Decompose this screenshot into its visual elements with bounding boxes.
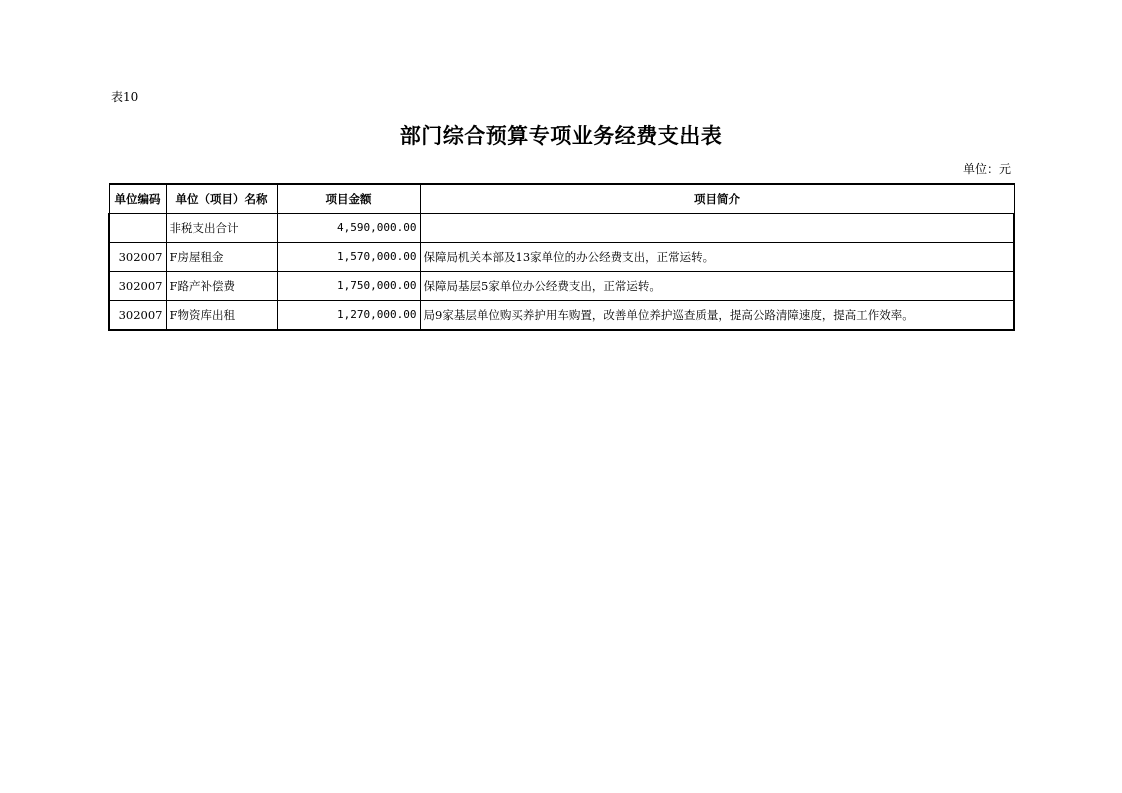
sheet-number-label: 表10 [111, 90, 139, 104]
unit-code-cell: 302007 [109, 301, 166, 331]
budget-table [108, 183, 1015, 331]
unit-code-cell [109, 214, 166, 243]
table-row [109, 214, 1014, 243]
header-project-amount: 项目金额 [277, 184, 420, 214]
header-unit-code: 单位编码 [109, 184, 166, 214]
unit-name-cell: 非税支出合计 [166, 214, 277, 243]
description-cell: 局9家基层单位购买养护用车购置，改善单位养护巡查质量，提高公路清障速度，提高工作效率。 [420, 301, 1014, 331]
table-row [109, 301, 1014, 331]
amount-cell: 1,570,000.00 [277, 243, 420, 272]
table-row [109, 272, 1014, 301]
description-cell: 保障局基层5家单位办公经费支出，正常运转。 [420, 272, 1014, 301]
unit-code-cell: 302007 [109, 243, 166, 272]
unit-name-cell: F物资库出租 [166, 301, 277, 331]
unit-name-cell: F路产补偿费 [166, 272, 277, 301]
table-header-row [109, 184, 1014, 214]
unit-name-cell: F房屋租金 [166, 243, 277, 272]
amount-cell: 1,270,000.00 [277, 301, 420, 331]
description-cell: 保障局机关本部及13家单位的办公经费支出，正常运转。 [420, 243, 1014, 272]
table-row [109, 243, 1014, 272]
currency-unit-label: 单位：元 [962, 162, 1011, 176]
description-cell [420, 214, 1014, 243]
amount-cell: 4,590,000.00 [277, 214, 420, 243]
page-title: 部门综合预算专项业务经费支出表 [399, 124, 723, 148]
amount-cell: 1,750,000.00 [277, 272, 420, 301]
unit-code-cell: 302007 [109, 272, 166, 301]
header-project-description: 项目简介 [420, 184, 1014, 214]
header-unit-name: 单位（项目）名称 [166, 184, 277, 214]
